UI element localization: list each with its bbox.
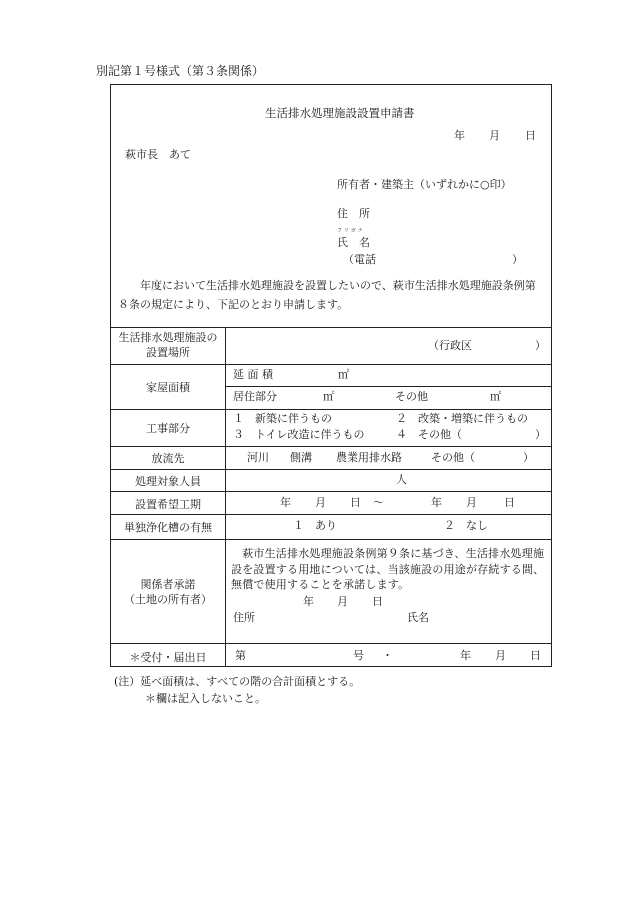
- date-year[interactable]: 年: [454, 129, 465, 142]
- date-month[interactable]: 月: [489, 129, 500, 142]
- location-ward-close: ）: [535, 339, 546, 352]
- receipt-number-suffix: 号: [353, 649, 364, 662]
- receipt-label: ＊受付・届出日: [129, 651, 207, 664]
- discharge-river[interactable]: 河川: [247, 451, 269, 464]
- location-label: 生活排水処理施設の設置場所: [118, 331, 218, 359]
- receipt-month: 月: [495, 649, 506, 662]
- row-divider: [110, 539, 552, 540]
- furigana-label: フリガナ: [337, 228, 365, 234]
- living-area-label: 居住部分: [233, 390, 277, 403]
- landowner-day[interactable]: 日: [372, 595, 383, 608]
- period-end-month[interactable]: 月: [466, 496, 477, 509]
- total-area-label: 延 面 積: [233, 368, 273, 381]
- row-divider: [110, 643, 552, 644]
- note-asterisk: ＊欄は記入しないこと。: [145, 692, 266, 705]
- discharge-other[interactable]: その他（: [431, 451, 475, 464]
- work-option-new[interactable]: １ 新築に伴うもの: [233, 412, 332, 425]
- addressee: 萩市長 あて: [125, 148, 191, 161]
- applicant-phone-close: ）: [512, 253, 523, 266]
- form-label: 別記第１号様式（第３条関係）: [96, 64, 265, 78]
- period-label: 設置希望工期: [135, 498, 201, 511]
- septic-no[interactable]: ２ なし: [444, 519, 488, 532]
- persons-unit: 人: [396, 473, 407, 486]
- work-label: 工事部分: [146, 422, 190, 435]
- row-divider: [110, 469, 552, 470]
- receipt-number-prefix: 第: [235, 649, 246, 662]
- work-option-toilet[interactable]: ３ トイレ改造に伴うもの: [233, 428, 365, 441]
- applicant-name-label: 氏 名: [337, 236, 370, 249]
- work-option-rebuild[interactable]: ２ 改築・増築に伴うもの: [396, 412, 528, 425]
- period-tilde: ～: [373, 496, 384, 509]
- work-option-other-close: ）: [535, 428, 546, 441]
- row-divider: [110, 327, 552, 328]
- intro-text: 年度において生活排水処理施設を設置したいので、萩市生活排水処理施設条例第８条の規定により、下記のとおり申請します。: [118, 279, 536, 311]
- applicant-phone-label: （電話: [343, 253, 376, 266]
- period-end-day[interactable]: 日: [504, 496, 515, 509]
- landowner-label: 関係者承諾: [140, 578, 196, 591]
- receipt-separator: ・: [382, 649, 393, 662]
- period-start-month[interactable]: 月: [315, 496, 326, 509]
- discharge-agri-channel[interactable]: 農業用排水路: [336, 451, 402, 464]
- date-day[interactable]: 日: [525, 129, 536, 142]
- landowner-year[interactable]: 年: [303, 595, 314, 608]
- note-total-area: (注）延べ面積は、すべての階の合計面積とする。: [114, 675, 361, 688]
- septic-yes[interactable]: １ あり: [293, 519, 337, 532]
- other-area-unit: ㎡: [490, 390, 501, 403]
- period-start-year[interactable]: 年: [280, 496, 291, 509]
- septic-label: 単独浄化槽の有無: [124, 521, 212, 534]
- persons-label: 処理対象人員: [135, 475, 201, 488]
- row-divider: [110, 364, 552, 365]
- discharge-gutter[interactable]: 側溝: [290, 451, 312, 464]
- landowner-address-label: 住所: [233, 611, 255, 624]
- work-option-other[interactable]: ４ その他（: [396, 428, 462, 441]
- landowner-name-label: 氏名: [407, 611, 429, 624]
- period-start-day[interactable]: 日: [350, 496, 361, 509]
- landowner-sublabel: （土地の所有者）: [124, 593, 212, 606]
- location-ward-label[interactable]: （行政区: [428, 339, 472, 352]
- period-end-year[interactable]: 年: [431, 496, 442, 509]
- receipt-year: 年: [460, 649, 471, 662]
- applicant-address-label: 住 所: [337, 207, 370, 220]
- row-divider: [225, 386, 552, 387]
- row-divider: [110, 514, 552, 515]
- receipt-day: 日: [530, 649, 541, 662]
- discharge-other-close: ）: [523, 451, 534, 464]
- row-divider: [110, 491, 552, 492]
- row-divider: [110, 409, 552, 410]
- column-divider: [225, 327, 226, 667]
- landowner-consent-text: 萩市生活排水処理施設条例第９条に基づき、生活排水処理施設を設置する用地については、当該施設の用途が存続する間、無償で使用することを承諾します。: [231, 547, 545, 591]
- row-divider: [110, 446, 552, 447]
- living-area-unit: ㎡: [323, 390, 334, 403]
- other-area-label: その他: [395, 390, 428, 403]
- landowner-month[interactable]: 月: [337, 595, 348, 608]
- discharge-label: 放流先: [151, 452, 185, 465]
- house-area-label: 家屋面積: [146, 381, 190, 394]
- applicant-role-label[interactable]: 所有者・建築主（いずれかに○印）: [337, 178, 512, 191]
- total-area-unit: ㎡: [338, 368, 349, 381]
- form-title: 生活排水処理施設設置申請書: [265, 106, 415, 120]
